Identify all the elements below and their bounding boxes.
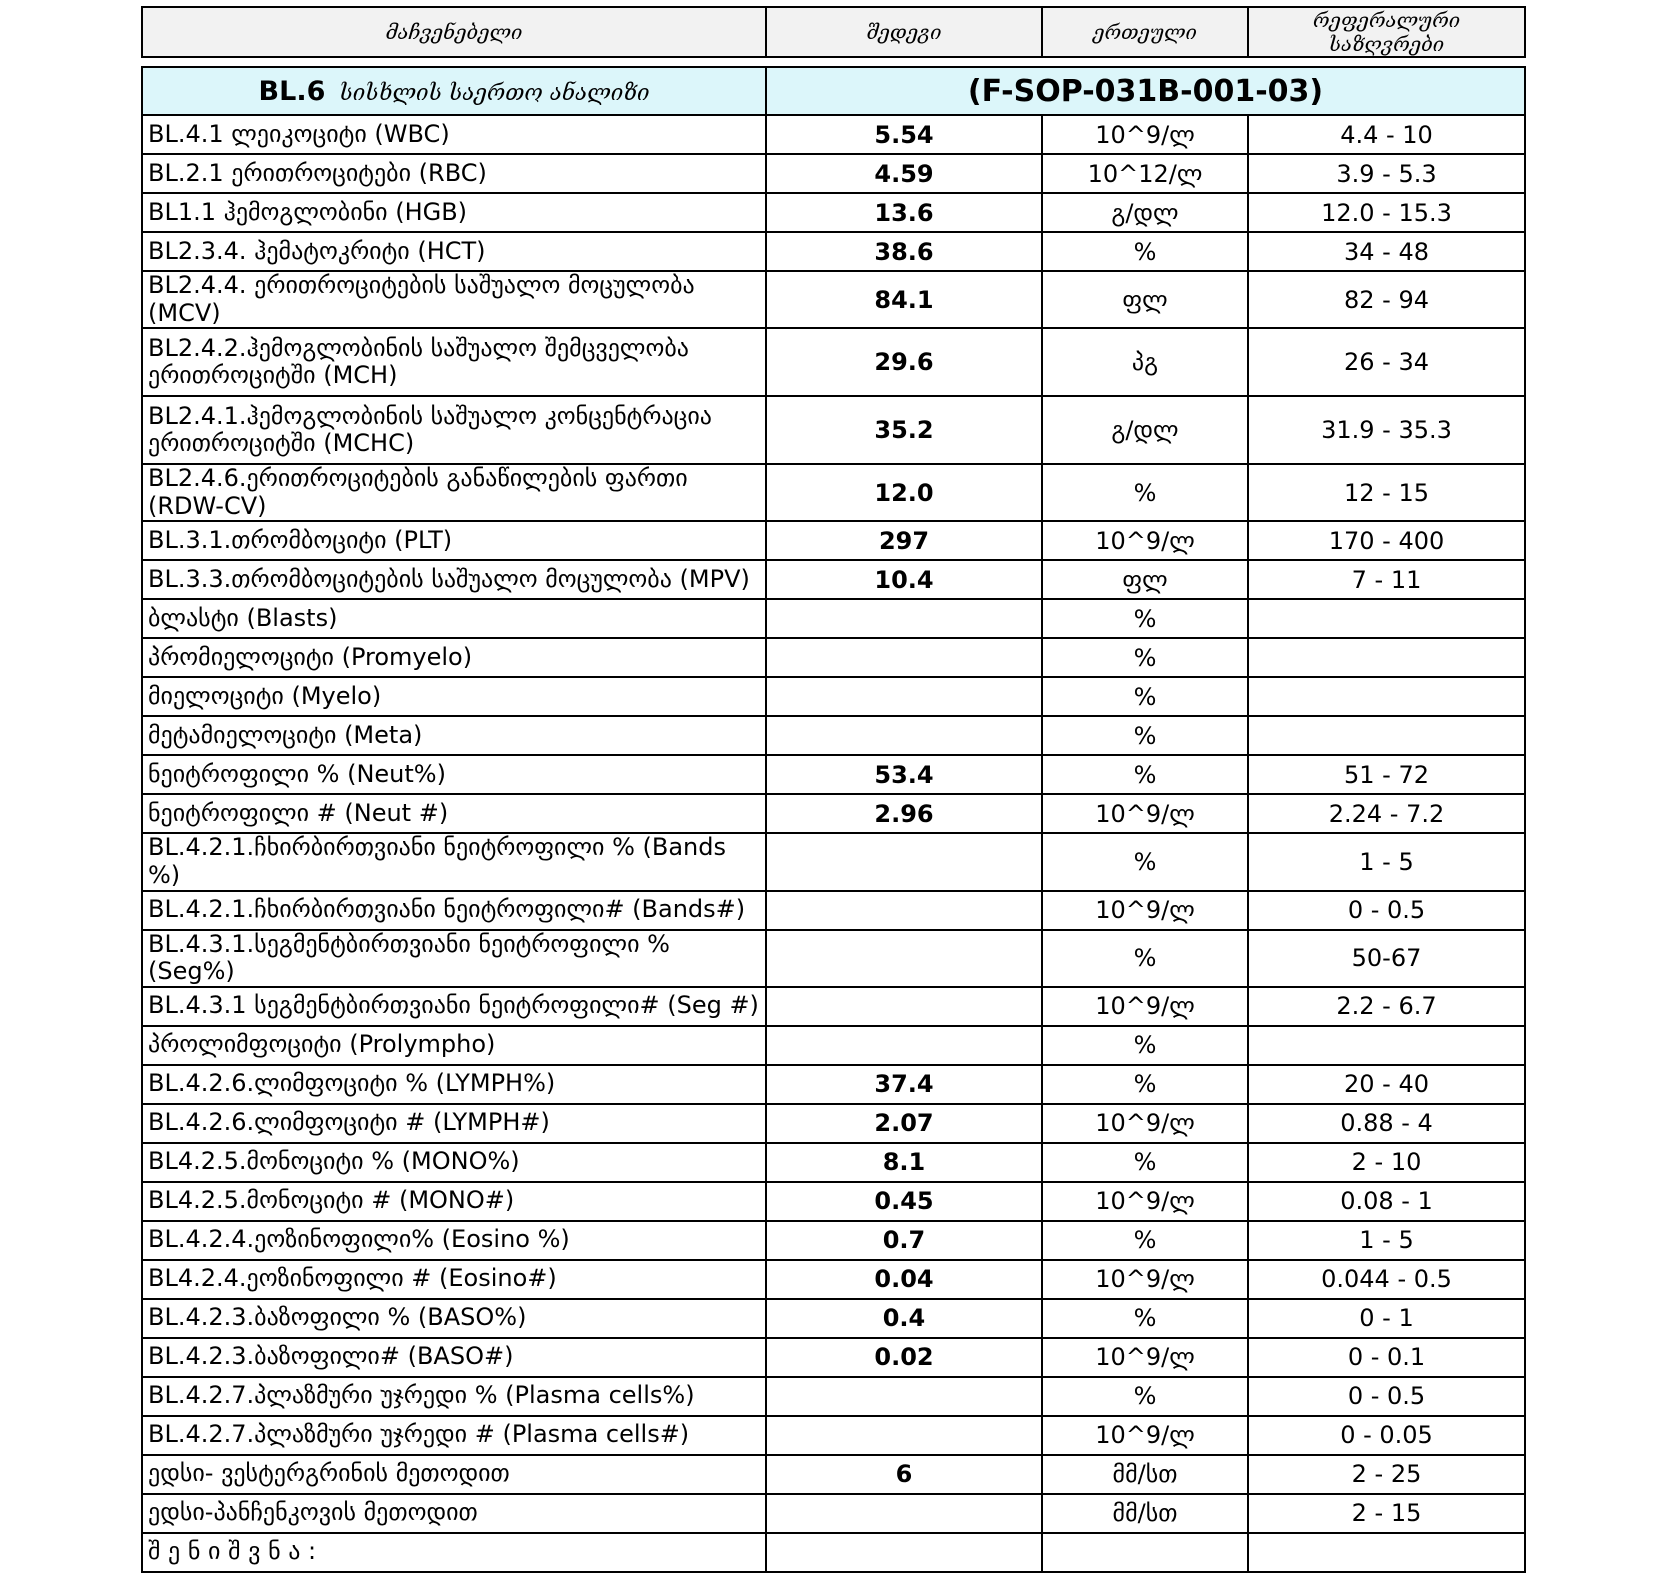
table-row (142, 1416, 1525, 1455)
table-row (142, 232, 1525, 271)
result-value-cell: 13.6 (766, 193, 1042, 232)
indicator-name-cell: BL.4.2.7.პლაზმური უჯრედი % (Plasma cells%) (142, 1377, 766, 1416)
unit-cell: % (1042, 930, 1248, 987)
table-row (142, 1182, 1525, 1221)
result-value-cell: 297 (766, 521, 1042, 560)
reference-range-cell: 2 - 10 (1248, 1143, 1525, 1182)
column-header-unit: ერთეული (1042, 7, 1248, 57)
reference-range-cell: 7 - 11 (1248, 560, 1525, 599)
unit-cell: 10^9/ლ (1042, 1338, 1248, 1377)
reference-range-cell (1248, 1533, 1525, 1572)
reference-range-cell: 3.9 - 5.3 (1248, 154, 1525, 193)
indicator-name-cell: BL.2.1 ერითროციტები (RBC) (142, 154, 766, 193)
result-value-cell: 38.6 (766, 232, 1042, 271)
unit-cell: პგ (1042, 328, 1248, 396)
result-value-cell: 2.96 (766, 794, 1042, 833)
result-value-cell: 0.4 (766, 1299, 1042, 1338)
table-row (142, 891, 1525, 930)
reference-range-cell: 0.08 - 1 (1248, 1182, 1525, 1221)
table-row (142, 560, 1525, 599)
unit-cell: გ/დლ (1042, 396, 1248, 464)
table-row (142, 271, 1525, 328)
table-row (142, 987, 1525, 1026)
result-value-cell (766, 891, 1042, 930)
unit-cell: 10^9/ლ (1042, 1182, 1248, 1221)
indicator-name-cell: BL4.2.5.მონოციტი # (MONO#) (142, 1182, 766, 1221)
table-row (142, 1494, 1525, 1533)
table-row (142, 1143, 1525, 1182)
unit-cell: მმ/სთ (1042, 1494, 1248, 1533)
result-value-cell (766, 1533, 1042, 1572)
unit-cell: % (1042, 1026, 1248, 1065)
indicator-name-cell: BL.4.2.7.პლაზმური უჯრედი # (Plasma cells#) (142, 1416, 766, 1455)
table-row (142, 1104, 1525, 1143)
result-value-cell (766, 1026, 1042, 1065)
column-header-reference: რეფერალური საზღვრები (1248, 7, 1525, 57)
unit-cell: 10^9/ლ (1042, 1104, 1248, 1143)
table-row (142, 716, 1525, 755)
unit-cell: გ/დლ (1042, 193, 1248, 232)
unit-cell: 10^12/ლ (1042, 154, 1248, 193)
indicator-name-cell: პრომიელოციტი (Promyelo) (142, 638, 766, 677)
unit-cell (1042, 1533, 1248, 1572)
indicator-name-cell: BL1.1 ჰემოგლობინი (HGB) (142, 193, 766, 232)
indicator-name-cell: შ ე ნ ი შ ვ ნ ა : (142, 1533, 766, 1572)
indicator-name-cell: BL2.4.6.ერითროციტების განაწილების ფართი (RDW-CV) (142, 464, 766, 521)
indicator-name-cell: BL.3.3.თრომბოციტების საშუალო მოცულობა (MPV) (142, 560, 766, 599)
table-row (142, 794, 1525, 833)
result-value-cell: 2.07 (766, 1104, 1042, 1143)
header-table (141, 6, 1526, 58)
indicator-name-cell: BL2.4.1.ჰემოგლობინის საშუალო კონცენტრაცია ერითროციტში (MCHC) (142, 396, 766, 464)
result-value-cell (766, 987, 1042, 1026)
unit-cell: 10^9/ლ (1042, 891, 1248, 930)
unit-cell: % (1042, 599, 1248, 638)
reference-range-cell: 0 - 0.5 (1248, 891, 1525, 930)
table-row (142, 115, 1525, 154)
result-value-cell: 0.45 (766, 1182, 1042, 1221)
table-row (142, 1065, 1525, 1104)
indicator-name-cell: ბლასტი (Blasts) (142, 599, 766, 638)
indicator-name-cell: ნეიტროფილი # (Neut #) (142, 794, 766, 833)
result-value-cell: 0.02 (766, 1338, 1042, 1377)
table-row (142, 1455, 1525, 1494)
indicator-name-cell: BL.4.2.3.ბაზოფილი % (BASO%) (142, 1299, 766, 1338)
table-row (142, 1338, 1525, 1377)
result-value-cell: 35.2 (766, 396, 1042, 464)
indicator-name-cell: ედსი- ვესტერგრინის მეთოდით (142, 1455, 766, 1494)
table-row (142, 755, 1525, 794)
table-row (142, 677, 1525, 716)
indicator-name-cell: BL.4.2.1.ჩხირბირთვიანი ნეიტროფილი % (Bands %) (142, 833, 766, 890)
result-value-cell (766, 1416, 1042, 1455)
result-value-cell: 6 (766, 1455, 1042, 1494)
unit-cell: % (1042, 638, 1248, 677)
result-value-cell: 10.4 (766, 560, 1042, 599)
unit-cell: % (1042, 1143, 1248, 1182)
result-value-cell: 8.1 (766, 1143, 1042, 1182)
section-title (142, 67, 766, 115)
reference-range-cell: 50-67 (1248, 930, 1525, 987)
reference-range-cell: 12 - 15 (1248, 464, 1525, 521)
reference-range-cell: 2 - 15 (1248, 1494, 1525, 1533)
lab-report (141, 6, 1524, 1573)
result-value-cell (766, 1377, 1042, 1416)
unit-cell: ფლ (1042, 271, 1248, 328)
indicator-name-cell: BL2.4.2.ჰემოგლობინის საშუალო შემცველობა ერითროციტში (MCH) (142, 328, 766, 396)
result-value-cell: 37.4 (766, 1065, 1042, 1104)
reference-range-cell: 31.9 - 35.3 (1248, 396, 1525, 464)
section-code: BL.6 (258, 75, 326, 107)
table-row (142, 464, 1525, 521)
table-row (142, 930, 1525, 987)
unit-cell: % (1042, 1221, 1248, 1260)
unit-cell: % (1042, 1299, 1248, 1338)
reference-range-cell (1248, 716, 1525, 755)
unit-cell: % (1042, 716, 1248, 755)
indicator-name-cell: BL2.4.4. ერითროციტების საშუალო მოცულობა (MCV) (142, 271, 766, 328)
table-row (142, 638, 1525, 677)
result-value-cell: 53.4 (766, 755, 1042, 794)
column-header-row (142, 7, 1525, 57)
result-value-cell (766, 638, 1042, 677)
unit-cell: 10^9/ლ (1042, 987, 1248, 1026)
reference-range-cell: 170 - 400 (1248, 521, 1525, 560)
reference-range-cell: 1 - 5 (1248, 833, 1525, 890)
section-sop-code: (F-SOP-031B-001-03) (766, 67, 1525, 115)
results-table (141, 66, 1526, 1573)
reference-range-cell: 0 - 0.5 (1248, 1377, 1525, 1416)
result-value-cell: 0.7 (766, 1221, 1042, 1260)
result-value-cell: 29.6 (766, 328, 1042, 396)
result-value-cell (766, 930, 1042, 987)
table-row (142, 1221, 1525, 1260)
table-row (142, 1026, 1525, 1065)
indicator-name-cell: ედსი-პანჩენკოვის მეთოდით (142, 1494, 766, 1533)
reference-range-cell: 0 - 1 (1248, 1299, 1525, 1338)
result-value-cell (766, 1494, 1042, 1533)
indicator-name-cell: BL4.2.4.ეოზინოფილი # (Eosino#) (142, 1260, 766, 1299)
reference-range-cell: 0 - 0.05 (1248, 1416, 1525, 1455)
result-value-cell: 12.0 (766, 464, 1042, 521)
unit-cell: % (1042, 1377, 1248, 1416)
table-row (142, 599, 1525, 638)
column-header-result: შედეგი (766, 7, 1042, 57)
reference-range-cell: 1 - 5 (1248, 1221, 1525, 1260)
table-row (142, 1533, 1525, 1572)
unit-cell: % (1042, 232, 1248, 271)
indicator-name-cell: BL.4.2.6.ლიმფოციტი # (LYMPH#) (142, 1104, 766, 1143)
reference-range-cell: 34 - 48 (1248, 232, 1525, 271)
reference-range-cell (1248, 638, 1525, 677)
table-row (142, 521, 1525, 560)
indicator-name-cell: BL.4.2.3.ბაზოფილი# (BASO#) (142, 1338, 766, 1377)
reference-range-cell: 2.2 - 6.7 (1248, 987, 1525, 1026)
reference-range-cell: 20 - 40 (1248, 1065, 1525, 1104)
indicator-name-cell: BL.4.1 ლეიკოციტი (WBC) (142, 115, 766, 154)
unit-cell: % (1042, 755, 1248, 794)
reference-range-cell: 4.4 - 10 (1248, 115, 1525, 154)
table-row (142, 1299, 1525, 1338)
unit-cell: % (1042, 464, 1248, 521)
indicator-name-cell: BL2.3.4. ჰემატოკრიტი (HCT) (142, 232, 766, 271)
indicator-name-cell: BL.4.2.6.ლიმფოციტი % (LYMPH%) (142, 1065, 766, 1104)
unit-cell: 10^9/ლ (1042, 794, 1248, 833)
result-value-cell (766, 599, 1042, 638)
indicator-name-cell: BL.4.2.1.ჩხირბირთვიანი ნეიტროფილი# (Bands#) (142, 891, 766, 930)
result-value-cell: 4.59 (766, 154, 1042, 193)
table-row (142, 1260, 1525, 1299)
result-value-cell (766, 716, 1042, 755)
unit-cell: 10^9/ლ (1042, 1260, 1248, 1299)
column-header-indicator: მაჩვენებელი (142, 7, 766, 57)
indicator-name-cell: პროლიმფოციტი (Prolympho) (142, 1026, 766, 1065)
indicator-name-cell: მიელოციტი (Myelo) (142, 677, 766, 716)
reference-range-cell: 0.88 - 4 (1248, 1104, 1525, 1143)
reference-range-cell (1248, 599, 1525, 638)
indicator-name-cell: მეტამიელოციტი (Meta) (142, 716, 766, 755)
unit-cell: ფლ (1042, 560, 1248, 599)
result-value-cell (766, 833, 1042, 890)
unit-cell: % (1042, 1065, 1248, 1104)
reference-range-cell: 0.044 - 0.5 (1248, 1260, 1525, 1299)
reference-range-cell: 26 - 34 (1248, 328, 1525, 396)
table-row (142, 396, 1525, 464)
reference-range-cell: 0 - 0.1 (1248, 1338, 1525, 1377)
reference-range-cell: 12.0 - 15.3 (1248, 193, 1525, 232)
table-row (142, 154, 1525, 193)
header-gap (141, 58, 1524, 66)
indicator-name-cell: BL.4.3.1 სეგმენტბირთვიანი ნეიტროფილი# (Seg #) (142, 987, 766, 1026)
table-row (142, 193, 1525, 232)
reference-range-cell: 82 - 94 (1248, 271, 1525, 328)
reference-range-cell (1248, 677, 1525, 716)
indicator-name-cell: BL.3.1.თრომბოციტი (PLT) (142, 521, 766, 560)
indicator-name-cell: ნეიტროფილი % (Neut%) (142, 755, 766, 794)
table-row (142, 328, 1525, 396)
result-value-cell (766, 677, 1042, 716)
reference-range-cell (1248, 1026, 1525, 1065)
section-name: სისხლის საერთო ანალიზი (339, 80, 650, 106)
unit-cell: % (1042, 677, 1248, 716)
table-row (142, 1377, 1525, 1416)
unit-cell: 10^9/ლ (1042, 521, 1248, 560)
unit-cell: 10^9/ლ (1042, 1416, 1248, 1455)
result-value-cell: 84.1 (766, 271, 1042, 328)
unit-cell: 10^9/ლ (1042, 115, 1248, 154)
reference-range-cell: 51 - 72 (1248, 755, 1525, 794)
result-value-cell: 0.04 (766, 1260, 1042, 1299)
table-row (142, 833, 1525, 890)
indicator-name-cell: BL.4.3.1.სეგმენტბირთვიანი ნეიტროფილი % (Seg%) (142, 930, 766, 987)
result-value-cell: 5.54 (766, 115, 1042, 154)
reference-range-cell: 2.24 - 7.2 (1248, 794, 1525, 833)
reference-range-cell: 2 - 25 (1248, 1455, 1525, 1494)
indicator-name-cell: BL.4.2.4.ეოზინოფილი% (Eosino %) (142, 1221, 766, 1260)
indicator-name-cell: BL4.2.5.მონოციტი % (MONO%) (142, 1143, 766, 1182)
unit-cell: მმ/სთ (1042, 1455, 1248, 1494)
unit-cell: % (1042, 833, 1248, 890)
section-title-row (142, 67, 1525, 115)
